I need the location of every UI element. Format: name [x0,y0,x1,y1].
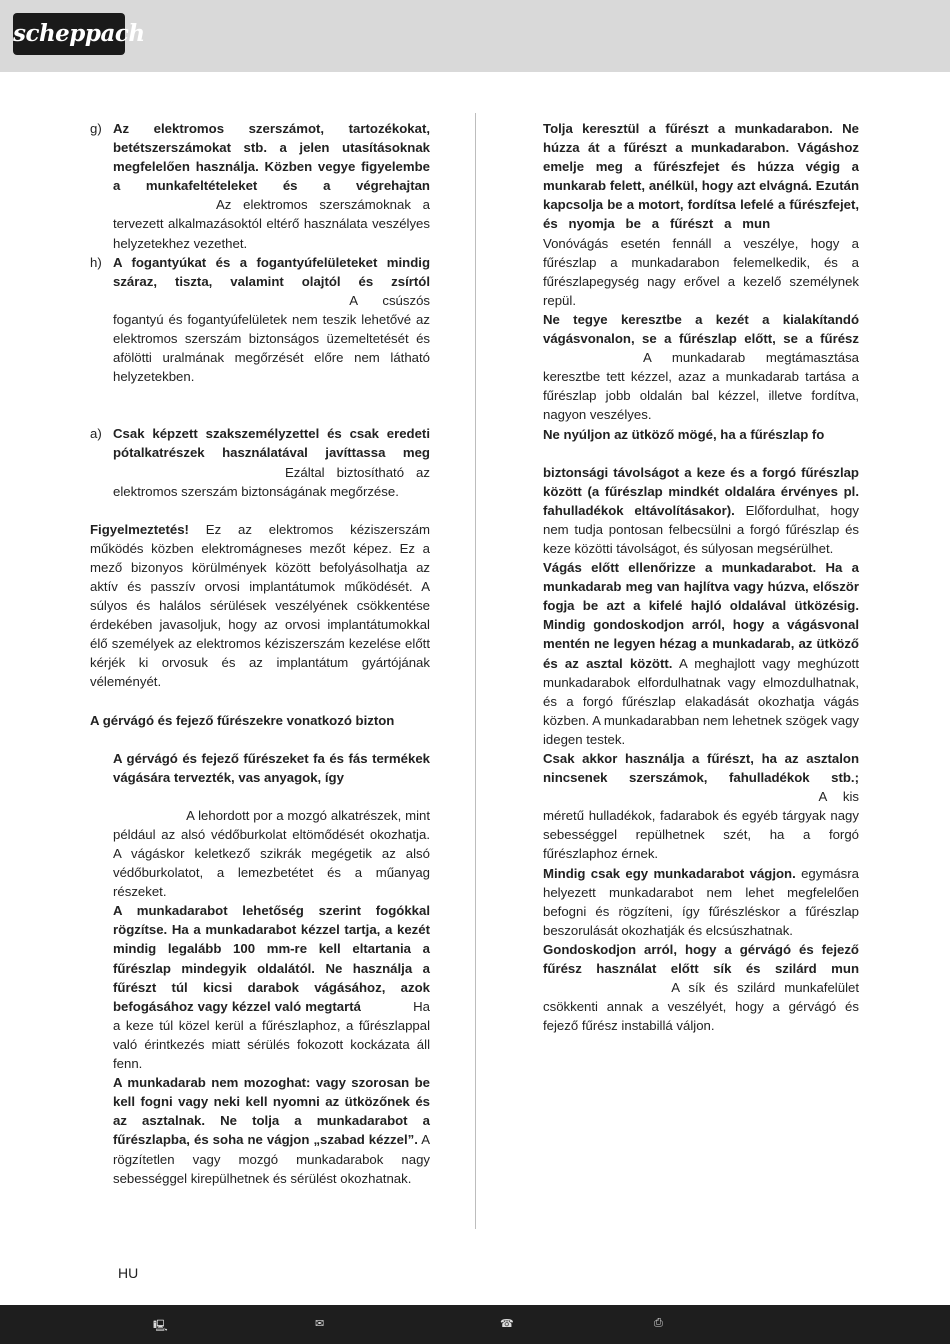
column-divider [475,113,476,1229]
right-column [543,119,859,1035]
list-item-g [90,119,430,253]
right-note-5 [543,558,859,749]
computer-icon: 🖳 [153,1320,168,1332]
item-a-bold: Csak képzett szakszemélyzettel és csak eredeti pótalkatrészek használatával javíttassa meg [113,426,430,461]
right-note-6-bold: Csak akkor használja a fűrészt, ha az asztalon nincsenek szerszámok, fahulladékok stb.; [543,751,859,786]
item-a-text: Ezáltal biztosítható az elektromos szerszám biztonságának megőrzése. [113,464,430,499]
right-note-4-bold: biztonsági távolságot a keze és a forgó fűrészlap között (a fűrészlap mindkét oldalára érvényes pl. fahulladékok eltávolításakor). [543,464,859,518]
list-item-a [90,424,430,500]
right-note-1 [543,119,859,310]
left-column [90,119,430,1188]
item-marker: a) [90,426,102,442]
right-note-2-text: A munkadarab megtámasztása keresztbe tett kézzel, azaz a munkadarab tartása a fűrészlap jobb oldalán bal kézzel, illetve fordítva, nagyon veszélyes. [543,350,859,423]
item-marker: h) [90,254,102,270]
right-note-8-bold: Gondoskodjon arról, hogy a gérvágó és fejező fűrész használat előtt sík és szilárd mun [543,941,859,977]
phone-icon: ☎ [500,1318,514,1330]
right-note-2-bold: Ne tegye keresztbe a kezét a kialakítandó vágásvonalon, se a fűrészlap előtt, se a fűrész [543,311,859,347]
right-note-3: Ne nyúljon az ütköző mögé, ha a fűrészlap fo [543,426,825,442]
warning-text: Ez az elektromos kéziszerszám működés közben elektromágneses mezőt képez. Ez a mező bizonyos körülmények között befolyásolhatja az aktív és passzív orvosi implantátumok működését. A súlyos és halálos sérülések veszélyének csökkentése érdekében javasoljuk, hogy az orvosi implantátumokkal élő személyek az elektromos kéziszerszám kezelése előtt kérjék ki orvosuk és az implantátum gyártójának véleményét. [90,521,430,690]
saw-note-4-bold: A munkadarab nem mozoghat: vagy szorosan be kell fogni vagy neki kell nyomni az ütközőnek és az asztalnak. Ne tolja a munkadarabot a fűrészlapba, és soha ne vágjon „szabad kézzel”. [113,1075,430,1148]
right-note-1-text: Vonóvágás esetén fennáll a veszélye, hogy a fűrészlap a munkadarabon felemelkedik, és a fűrészlapegység nagy erővel a kezelő személynek repül. [543,235,859,308]
right-note-4 [543,463,859,558]
right-note-7 [543,864,859,940]
section-heading: A gérvágó és fejező fűrészekre vonatkozó bizton [90,712,395,728]
warning-paragraph [90,520,430,692]
right-note-4-text: Előfordulhat, hogy nem tudja pontosan felbecsülni a forgó fűrészlap és keze közötti távolságot, és súlyosan megsérülhet. [543,502,859,556]
saw-note-2 [90,806,430,901]
right-note-8 [543,940,859,1035]
saw-note-1: A gérvágó és fejező fűrészeket fa és fás termékek vágására tervezték, vas anyagok, így [113,750,430,785]
saw-note-3-bold: A munkadarabot lehetőség szerint fogókkal rögzítse. Ha a munkadarabot kézzel tartja, a kezét mindig legalább 100 mm-re kell eltartania a fűrészlap mindegyik oldalától. Ne használja a fűrészt túl kicsi darabok vágásához, azok befogásához vagy kézzel való megtartá [113,903,430,1014]
item-marker: g) [90,121,102,136]
mail-icon: ✉ [315,1318,325,1330]
saw-note-3 [90,901,430,1073]
right-note-8-text: A sík és szilárd munkafelület csökkenti annak a veszélyét, hogy a gérvágó és fejező fűrész instabillá váljon. [543,980,860,1034]
saw-note-4 [90,1073,430,1188]
item-h-bold: A fogantyúkat és a fogantyúfelületeket mindig száraz, tiszta, valamint olajtól és zsírtól [113,254,430,289]
fax-icon: ⎙ [654,1317,663,1329]
right-note-5-bold: Vágás előtt ellenőrizze a munkadarabot. Ha a munkadarab meg van hajlítva vagy húzva, először fogja be azt a kifelé hajló oldalával ütközésig. Mindig gondoskodjon arról, hogy a vágásvonal mentén ne legyen hézag a munkadarab, az ütköző és az asztal között. [543,560,859,671]
brand-logo: scheppach [13,13,125,55]
item-g-text: Az elektromos szerszámoknak a tervezett alkalmazásoktól eltérő használata veszélyes helyzetekhez vezethet. [113,197,430,251]
page-footer [0,1305,950,1344]
item-g-bold: Az elektromos szerszámot, tartozékokat, betétszerszámokat stb. a jelen utasításoknak megfelelően használja. Közben vegye figyelembe a munkafeltételeket és a végrehajtan [113,121,430,194]
right-note-7-bold: Mindig csak egy munkadarabot vágjon. [543,865,796,881]
right-note-6 [543,749,859,864]
right-note-1-bold: Tolja keresztül a fűrészt a munkadarabon. Ne húzza át a fűrészt a munkadarabon. Vágáshoz emelje meg a fűrészfejet és húzza végig a munkarab felett, anélkül, hogy azt elvágná. Ezután kapcsolja be a motort, fordítsa lefelé a fűrészfejet, és nyomja be a fűrészt a mun [543,121,859,232]
page-header [0,0,950,72]
saw-note-4-text: A rögzítetlen vagy mozgó munkadarabok nagy sebességgel kirepülhetnek és sérülést okozhatnak. [113,1132,431,1186]
list-item-h [90,253,430,387]
item-h-text: A csúszós fogantyú és fogantyúfelületek nem teszik lehetővé az elektromos szerszám biztonságos üzemeltetését és afölötti uralmának megőrzését előre nem látható helyzetekben. [113,292,430,385]
right-note-5-text: A meghajlott vagy meghúzott munkadarabok elfordulhatnak vagy elmozdulhatnak, és a forgó fűrészlap elakadását okozhatja vágás közben. A munkadarabban nem lehetnek szögek vagy idegen testek. [543,655,859,747]
saw-note-2-text: A lehordott por a mozgó alkatrészek, mint például az alsó védőburkolat eltömődését okozhatja. A vágáskor keletkező szikrák megégetik az alsó védőburkolatot, a lemezbetétet és a műanyag részeket. [113,807,431,900]
warning-label: Figyelmeztetés! [90,521,189,537]
language-code: HU [118,1265,139,1281]
right-note-6-text: A kis méretű hulladékok, fadarabok és egyéb tárgyak nagy sebességgel repülhetnek szét, ha a forgó fűrészlaphoz érnek. [543,789,859,862]
saw-note-3-text: Ha a keze túl közel kerül a fűrészlaphoz, a fűrészlappal való érintkezés miatt sérülés fokozott kockázata áll fenn. [113,998,430,1072]
right-note-7-text: egymásra helyezett munkadarabot nem lehet megfelelően befogni és rögzíteni, így fűrészléskor a fűrészlap beszorulását okozhatják és elcsúszhatnak. [543,865,859,938]
right-note-2 [543,310,859,425]
